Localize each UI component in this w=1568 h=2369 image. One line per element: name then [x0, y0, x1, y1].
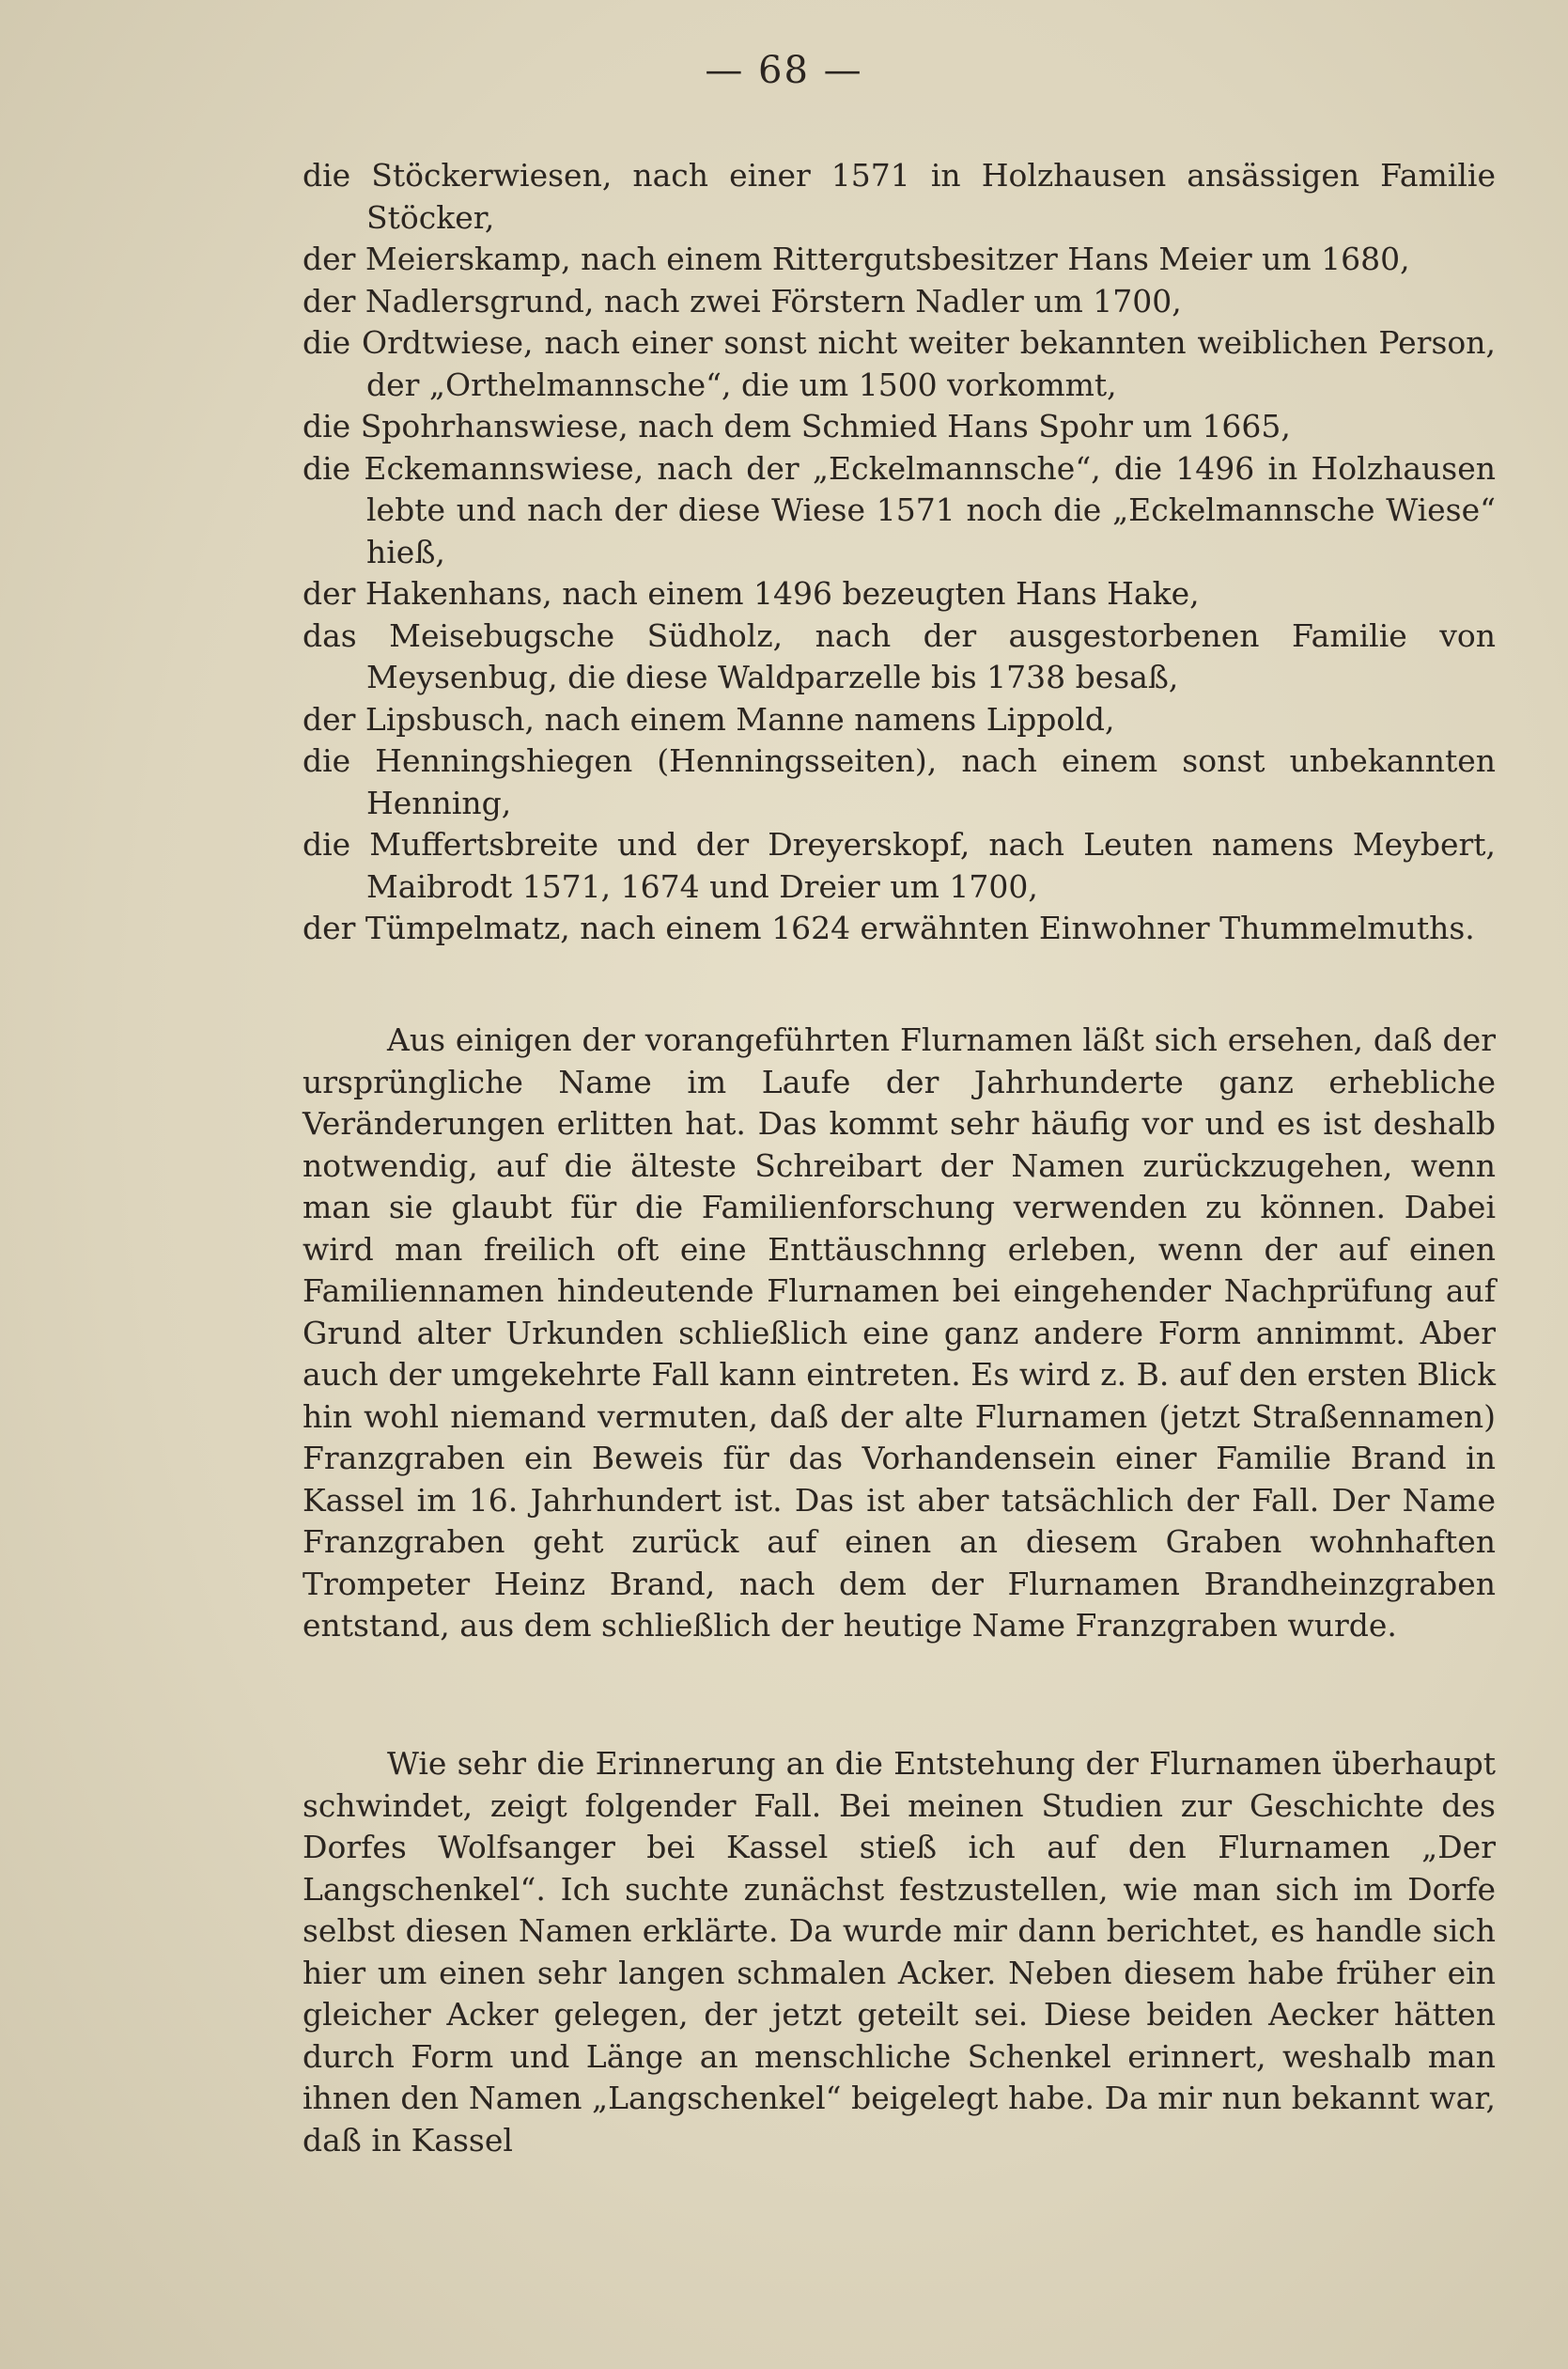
list-item: die Stöckerwiesen, nach einer 1571 in Holzhausen ansässigen Familie Stöcker,	[303, 157, 1496, 236]
list-item: die Muffertsbreite und der Dreyerskopf, nach Leuten namens Meybert, Maibrodt 1571, 1674 und Dreier um 1700,	[303, 826, 1496, 905]
list-item: der Nadlersgrund, nach zwei Förstern Nadler um 1700,	[303, 282, 1182, 320]
list-item: der Tümpelmatz, nach einem 1624 erwähnten Einwohner Thummelmuths.	[303, 910, 1475, 946]
list-item: die Eckemannswiese, nach der „Eckelmannsche“, die 1496 in Holzhausen lebte und nach der diese Wiese 1571 noch die „Eckelmannsche Wiese“ hieß,	[303, 449, 1496, 570]
list-item: der Meierskamp, nach einem Rittergutsbesitzer Hans Meier um 1680,	[303, 241, 1410, 277]
list-item: die Henningshiegen (Henningsseiten), nach einem sonst unbekannten Henning,	[303, 742, 1496, 821]
field-name-list	[303, 155, 1496, 950]
list-item: der Hakenhans, nach einem 1496 bezeugten Hans Hake,	[303, 575, 1200, 612]
list-item: das Meisebugsche Südholz, nach der ausgestorbenen Familie von Meysenbug, die diese Waldparzelle bis 1738 besaß,	[303, 616, 1496, 695]
list-item: die Spohrhanswiese, nach dem Schmied Hans Spohr um 1665,	[303, 408, 1291, 444]
page-number: — 68 —	[705, 49, 863, 92]
body-paragraph: Aus einigen der vorangeführten Flurnamen läßt sich ersehen, daß der ursprüngliche Name im Laufe der Jahrhunderte ganz erhebliche Veränderungen erlitten hat. Das kommt sehr häufig vor und es ist deshalb notwendig, auf die älteste Schreibart der Namen zurückzugehen, wenn man sie glaubt für die Familienforschung verwenden zu können. Dabei wird man freilich oft eine Enttäuschnng erleben, wenn der auf einen Familiennamen hindeutende Flurnamen bei eingehender Nachprüfung auf Grund alter Urkunden schließlich eine ganz andere Form annimmt. Aber auch der umgekehrte Fall kann eintreten. Es wird z. B. auf den ersten Blick hin wohl niemand vermuten, daß der alte Flurnamen (jetzt Straßennamen) Franzgraben ein Beweis für das Vorhandensein einer Familie Brand in Kassel im 16. Jahrhundert ist. Das ist aber tatsächlich der Fall. Der Name Franzgraben geht zurück auf einen an diesem Graben wohnhaften Trompeter Heinz Brand, nach dem der Flurnamen Brandheinzgraben entstand, aus dem schließlich der heutige Name Franzgraben wurde.	[303, 1021, 1496, 1644]
list-item: die Ordtwiese, nach einer sonst nicht weiter bekannten weiblichen Person, der „Orthelmannsche“, die um 1500 vorkommt,	[303, 324, 1496, 403]
list-item: der Lipsbusch, nach einem Manne namens Lippold,	[303, 700, 1115, 738]
body-paragraph: Wie sehr die Erinnerung an die Entstehung der Flurnamen überhaupt schwindet, zeigt folgender Fall. Bei meinen Studien zur Geschichte des Dorfes Wolfsanger bei Kassel stieß ich auf den Flurnamen „Der Langschenkel“. Ich suchte zunächst festzustellen, wie man sich im Dorfe selbst diesen Namen erklärte. Da wurde mir dann berichtet, es handle sich hier um einen sehr langen schmalen Acker. Neben diesem habe früher ein gleicher Acker gelegen, der jetzt geteilt sei. Diese beiden Aecker hätten durch Form und Länge an menschliche Schenkel erinnert, weshalb man ihnen den Namen „Langschenkel“ beigelegt habe. Da mir nun bekannt war, daß in Kassel	[303, 1745, 1496, 2159]
